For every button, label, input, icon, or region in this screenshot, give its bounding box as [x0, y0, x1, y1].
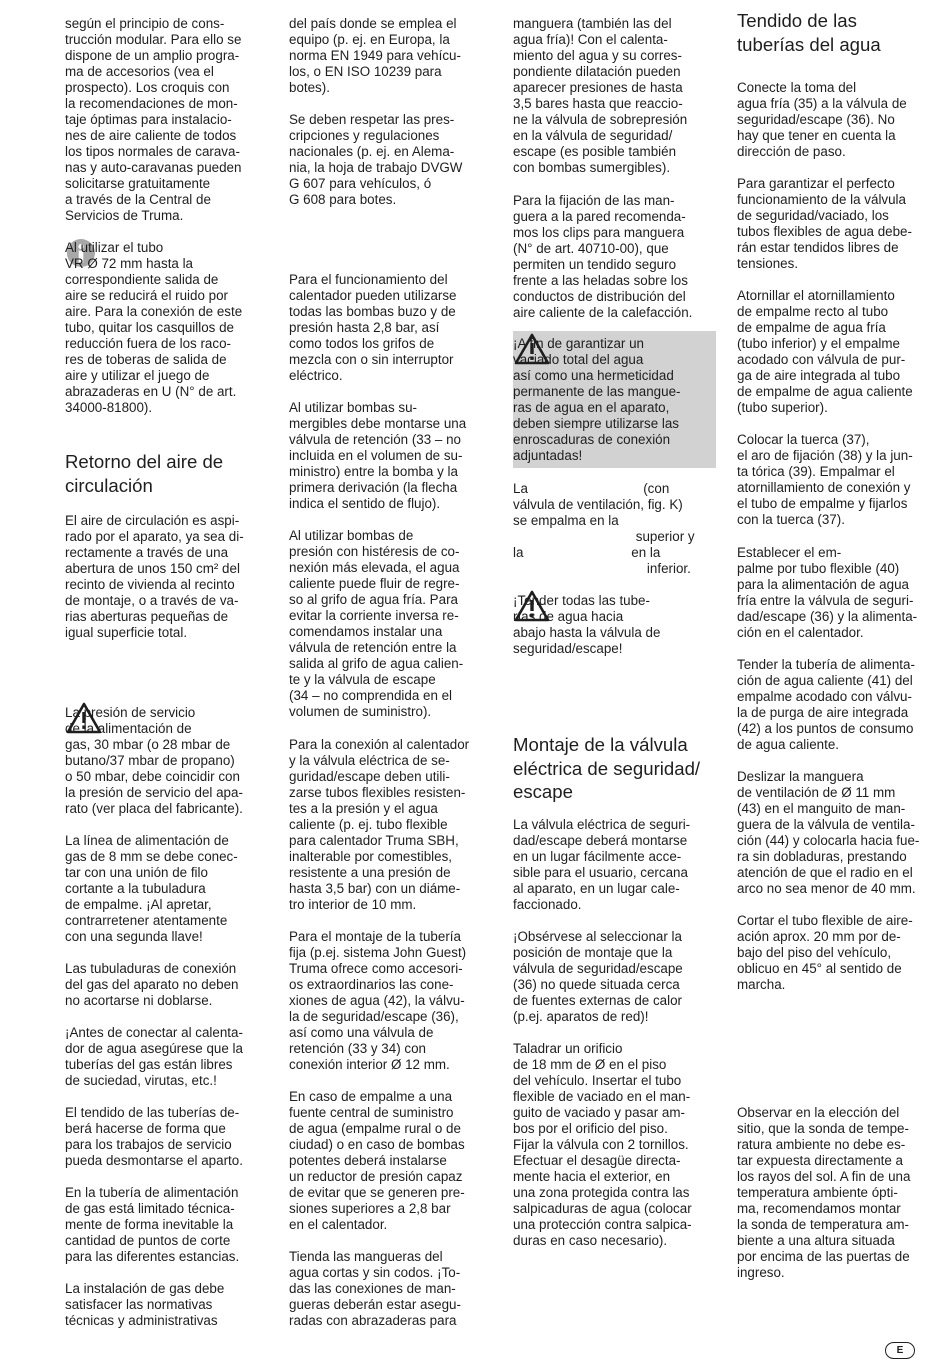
paragraph: En caso de empalme a una fuente central de suministro de agua (empalme rural o de ciudad) o en caso de bombas potentes deberá instalarse un reductor de presión capaz de evitar que se generen pre- siones superiores a 2,8 bar en el calentador. [289, 1089, 465, 1232]
paragraph: Colocar la tuerca (37), el aro de fijación (38) y la jun- ta tórica (39). Empalmar el atornillamiento de conexión y el tubo de empalme y fijarlos con la tuerca (37). [737, 432, 913, 527]
paragraph: Atornillar el atornillamiento de empalme recto al tubo de empalme de agua fría (tubo inferior) y el empalme acodado con válvula de pur- ga de aire integrada al tubo de empalme de agua caliente (tubo superior). [737, 288, 913, 415]
paragraph: Taladrar un orificio de 18 mm de Ø en el piso del vehículo. Insertar el tubo flexible de vaciado en el man- guito de vaciado y pasar am- bos por el orificio del piso. Fijar la válvula con 2 tornillos. Efectuar el desagüe directa- mente hacia el exterior, en una zona protegida contra las salpicaduras de agua (colocar una protección contra salpica- duras en caso necesario). [513, 1041, 692, 1248]
paragraph: Se deben respetar las pres- cripciones y regulaciones nacionales (p. ej. en Alema- nia, la hoja de trabajo DVGW G 607 para vehículos, ó G 608 para botes. [289, 112, 463, 207]
paragraph: ¡Tender todas las tube- rías de agua hacia abajo hasta la válvula de seguridad/escape! [513, 593, 661, 656]
paragraph: Al utilizar bombas su- mergibles debe montarse una válvula de retención (33 – no incluida en el volumen de su- ministro) entre la bomba y la primera derivación (la flecha indica el sentido de flujo). [289, 400, 467, 511]
paragraph: Observar en la elección del sitio, que la sonda de tempe- ratura ambiente no debe es- tar expuesta directamente a los rayos del sol. A fin de una temperatura ambiente ópti- ma, recomendamos montar la sonda de temperatura am- biente a una altura situada por encima de las puertas de ingreso. [737, 1105, 911, 1280]
paragraph: Establecer el em- palme por tubo flexible (40) para la alimentación de agua fría entre la válvula de seguri- dad/escape (36) y la alimenta- ción en el calentador. [737, 545, 918, 640]
paragraph: El aire de circulación es aspi- rado por el aparato, ya sea di- rectamente a través de una abertura de unos 150 cm² del recinto de vivienda al recinto de montaje, o a través de va- rias aberturas pequeñas de igual superficie total. [65, 513, 244, 640]
paragraph: En la tubería de alimentación de gas está limitado técnica- mente de forma inevitable la cantidad de puntos de corte para las diferentes estancias. [65, 1185, 240, 1264]
page-language-marker: E [885, 1342, 915, 1359]
section-heading: Montaje de la válvula eléctrica de seguridad/ escape [513, 734, 701, 802]
paragraph: La línea de alimentación de gas de 8 mm se debe conec- tar con una unión de filo cortante a la tubuladura de empalme. ¡Al apretar, contrarretener atentamente con una segunda llave! [65, 833, 238, 944]
paragraph: La (con válvula de ventilación, fig. K) se empalma en la superior y la en la inferior. [513, 481, 695, 576]
paragraph: Conecte la toma del agua fría (35) a la válvula de seguridad/escape (36). No hay que tener en cuenta la dirección de paso. [737, 80, 907, 159]
paragraph: La válvula eléctrica de seguri- dad/escape deberá montarse en un lugar fácilmente acce- sible para el usuario, cercana al aparato, en un lugar cale- faccionado. [513, 817, 691, 912]
paragraph: Las tubuladuras de conexión del gas del aparato no deben no acortarse ni doblarse. [65, 961, 239, 1008]
paragraph: Al utilizar el tubo VR Ø 72 mm hasta la correspondiente salida de aire se reducirá el ruido por aire. Para la conexión de este tubo, quitar los casquillos de reducción fuera de los raco- res de toberas de salida de aire y utilizar el juego de abrazaderas en U (N° de art. 34000-81800). [65, 240, 243, 415]
paragraph: El tendido de las tuberías de- berá hacerse de forma que para los trabajos de servicio pueda desmontarse el aparto. [65, 1105, 243, 1168]
paragraph: Al utilizar bombas de presión con histéresis de co- nexión más elevada, el agua caliente puede fluir de regre- so al grifo de agua fría. Para evitar la corriente inversa re- comendamos instalar una válvula de retención entre la salida al grifo de agua calien- te y la válvula de escape (34 – no comprendida en el volumen de suministro). [289, 528, 464, 719]
paragraph: Tienda las mangueras del agua cortas y sin codos. ¡To- das las conexiones de man- gueras deberán estar asegu- radas con abrazaderas para [289, 1249, 461, 1328]
paragraph: Cortar el tubo flexible de aire- ación aprox. 20 mm por de- bajo del piso del vehículo, oblicuo en 45° al sentido de marcha. [737, 913, 913, 992]
paragraph: La instalación de gas debe satisfacer las normativas técnicas y administrativas [65, 1281, 225, 1328]
paragraph: Para la fijación de las man- guera a la pared recomenda- mos los clips para manguera (N° de art. 40710-00), que permiten un tendido seguro frente a las heladas sobre los conductos de distribución del aire caliente de la calefacción. [513, 193, 693, 320]
paragraph: Para garantizar el perfecto funcionamiento de la válvula de seguridad/vaciado, los tubos flexibles de agua debe- rán estar tendidos libres de tensiones. [737, 176, 912, 271]
paragraph: Para el montaje de la tubería fija (p.ej. sistema John Guest) Truma ofrece como accesori- os extraordinarios las cone- xiones de agua (42), la válvu- la de seguridad/escape (36), así como una válvula de retención (33 y 34) con conexión interior Ø 12 mm. [289, 929, 467, 1072]
paragraph: manguera (también las del agua fría)! Con el calenta- miento del agua y su corres- pondiente dilatación pueden aparecer presiones de hasta 3,5 bares hasta que reaccio- ne la válvula de sobrepresión en la válvula de seguridad/ escape (es posible también con bombas sumergibles). [513, 16, 688, 175]
notice-text: ¡A fin de garantizar un vaciado total del agua así como una hermeticidad permanente de las mangue- ras de agua en el aparato, deben siempre utilizarse las enroscaduras de conexión adjuntadas! [513, 336, 681, 463]
paragraph: ¡Antes de conectar al calenta- dor de agua asegúrese que la tuberías del gas están libres de suciedad, virutas, etc.! [65, 1025, 243, 1088]
paragraph: según el principio de cons- trucción modular. Para ello se dispone de un amplio progra- ma de accesorios (vea el prospecto). Los croquis con la recomendaciones de mon- taje óptimas para instalacio- nes de aire caliente de todos los tipos normales de carava- nas y auto-caravanas pueden solicitarse gratuitamente a través de la Central de Servicios de Truma. [65, 16, 242, 223]
paragraph: Para la conexión al calentador y la válvula eléctrica de se- guridad/escape deben utili- zarse tubos flexibles resisten- tes a la presión y el agua caliente (p. ej. tubo flexible para calentador Truma SBH, inalterable por comestibles, resistente a una presión de hasta 3,5 bar) con un diáme- tro interior de 10 mm. [289, 737, 470, 912]
paragraph: Para el funcionamiento del calentador pueden utilizarse todas las bombas buzo y de presión hasta 2,8 bar, así como todos los grifos de mezcla con o sin interruptor eléctrico. [289, 272, 457, 383]
section-heading: Retorno del aire de circulación [65, 451, 224, 496]
section-heading: Tendido de las tuberías del agua [737, 10, 881, 55]
paragraph: del país donde se emplea el equipo (p. ej. en Europa, la norma EN 1949 para vehícu- los, o EN ISO 10239 para botes). [289, 16, 461, 95]
paragraph: La presión de servicio de la alimentación de gas, 30 mbar (o 28 mbar de butano/37 mbar de propano) o 50 mbar, debe coincidir con la presión de servicio del apa- rato (ver placa del fabricante). [65, 705, 243, 816]
paragraph: ¡Obsérvese al seleccionar la posición de montaje que la válvula de seguridad/escape (36) no quede situada cerca de fuentes externas de calor (p.ej. aparatos de red)! [513, 929, 683, 1024]
paragraph: Tender la tubería de alimenta- ción de agua caliente (41) del empalme acodado con válvu- la de purga de aire integrada (42) a los puntos de consumo de agua caliente. [737, 657, 915, 752]
paragraph: Deslizar la manguera de ventilación de Ø 11 mm (43) en el manguito de man- guera de la válvula de ventila- ción (44) y colocarla hacia fue- ra sin dobladuras, prestando atención de que el radio en el arco no sea menor de 40 mm. [737, 769, 920, 896]
